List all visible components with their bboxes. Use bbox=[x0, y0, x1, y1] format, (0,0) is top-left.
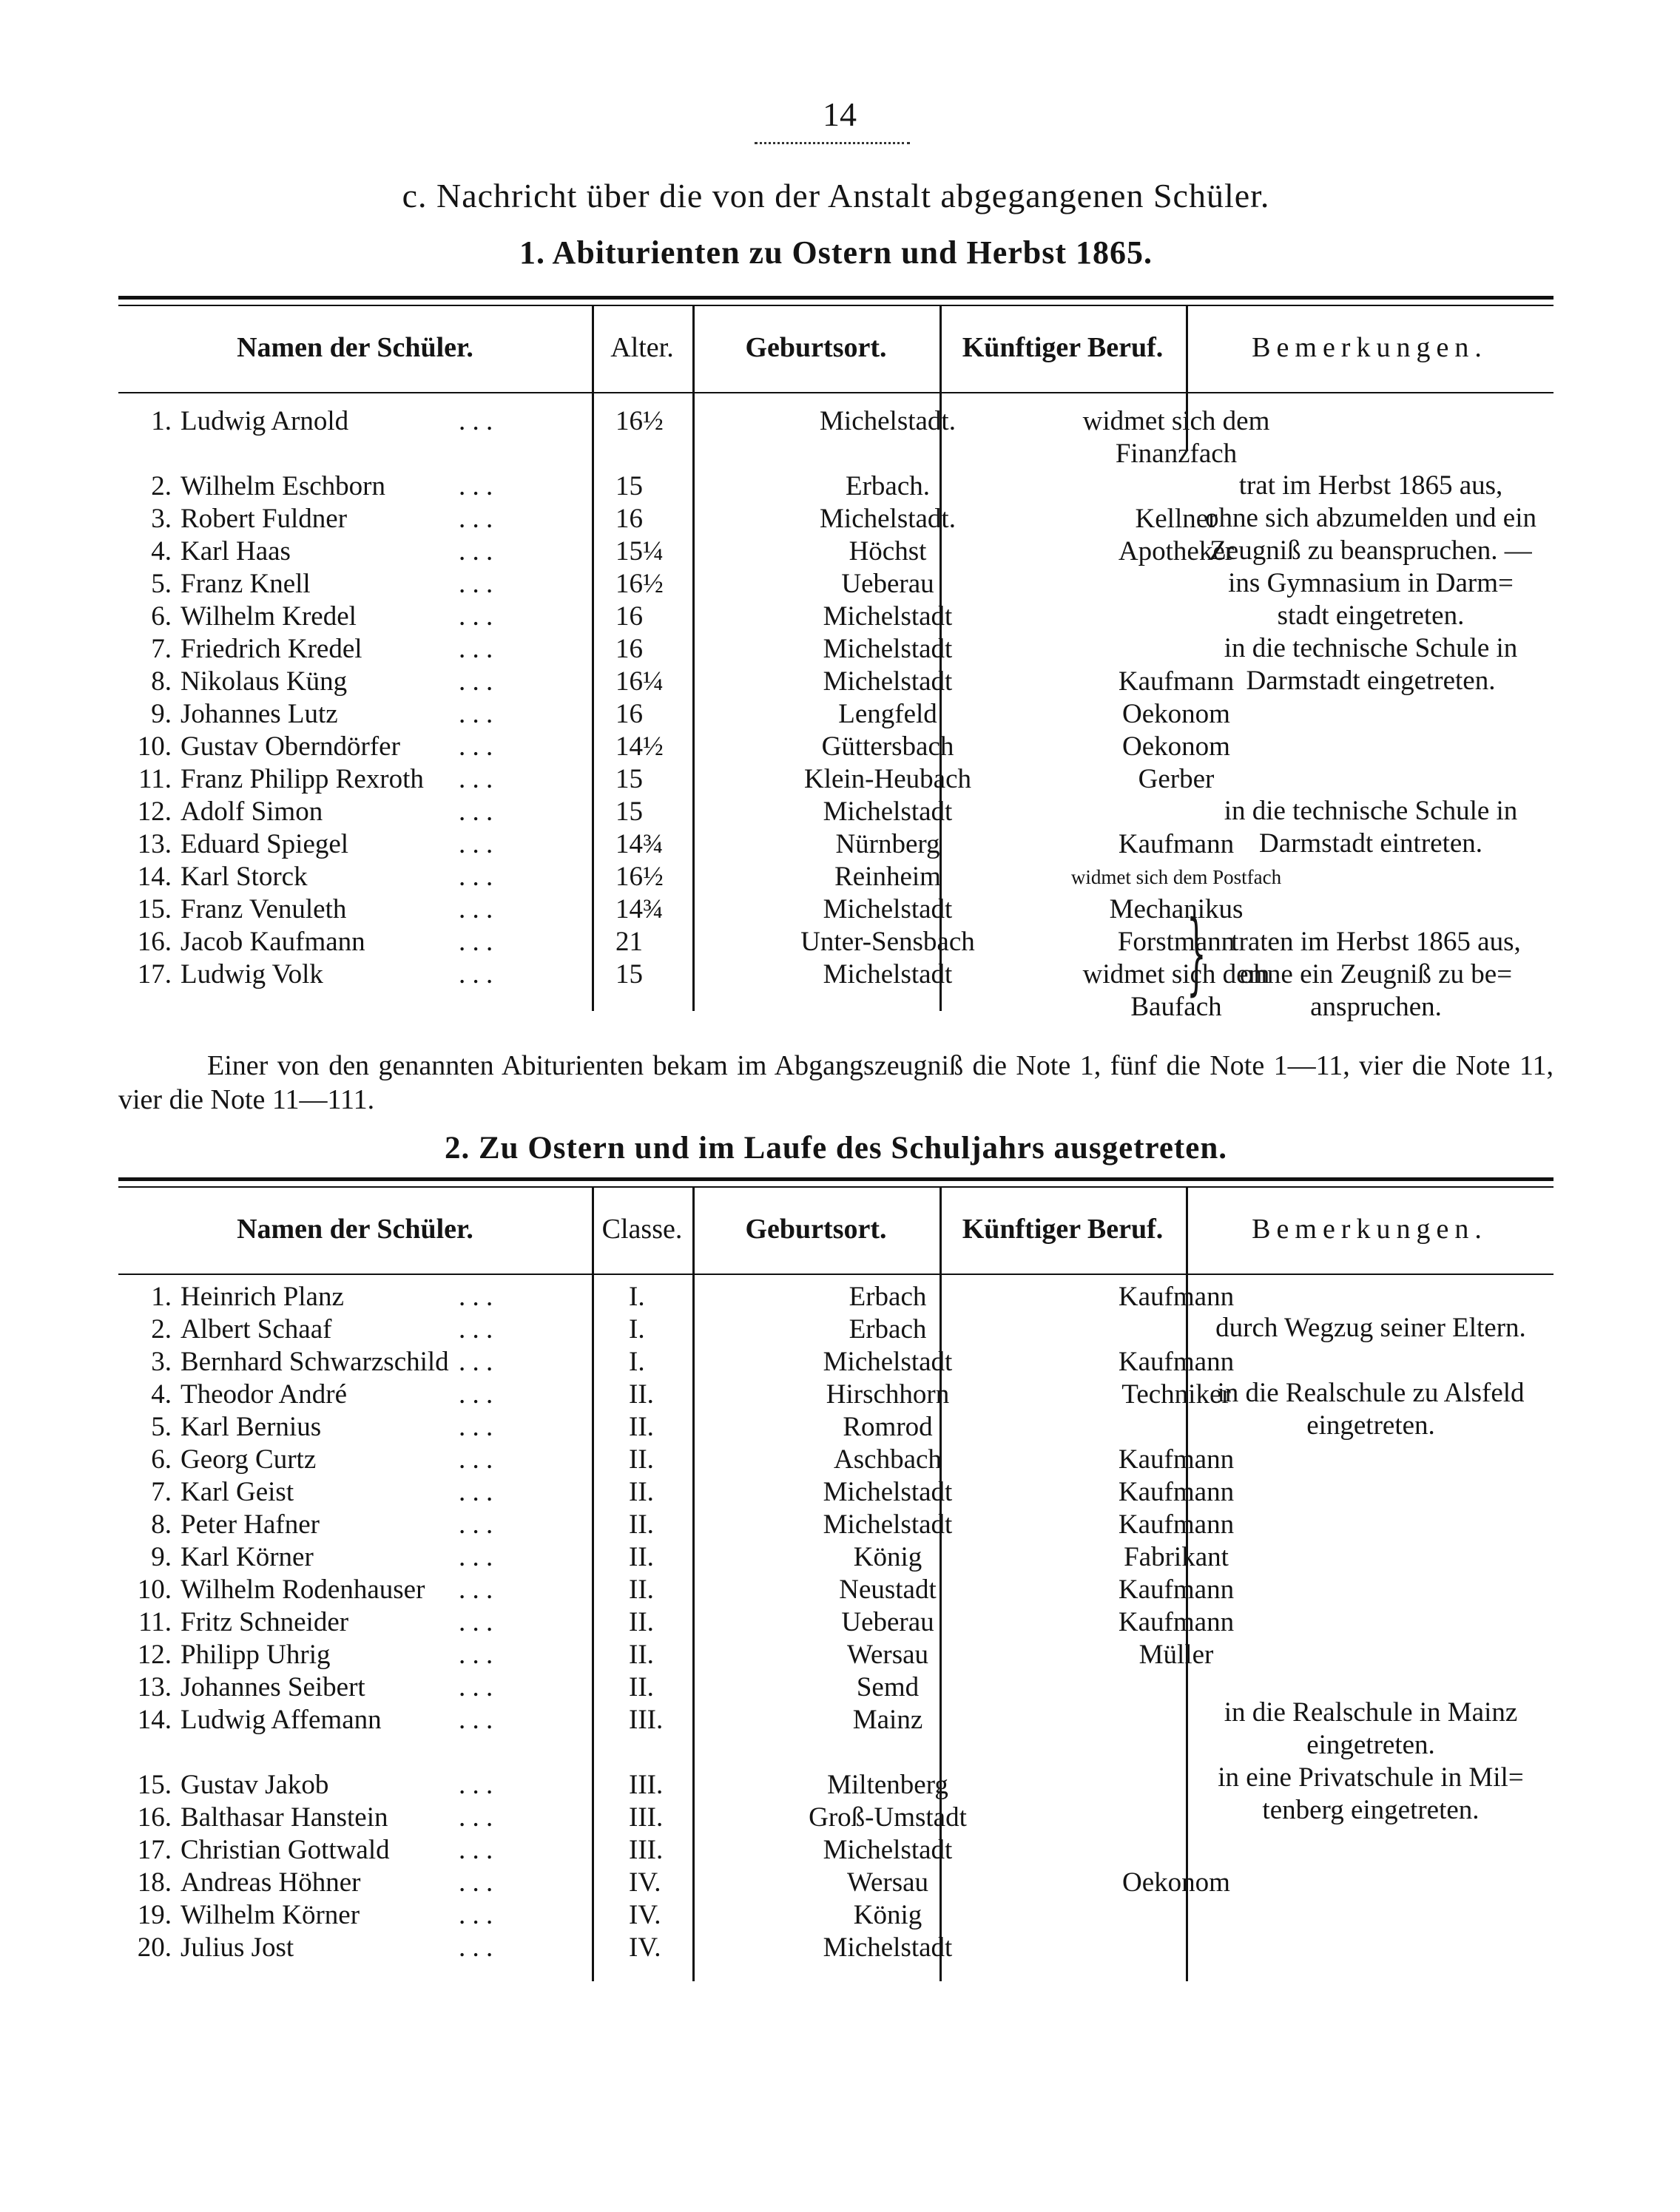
birthplace: Höchst bbox=[849, 536, 927, 566]
profession: Kaufmann bbox=[1118, 1444, 1235, 1475]
row-number: 6. bbox=[151, 1444, 172, 1475]
age: 21 bbox=[615, 927, 643, 957]
student-name: Theodor André bbox=[181, 1379, 348, 1410]
table-row bbox=[118, 1606, 1554, 1639]
table-row bbox=[118, 1834, 1554, 1867]
student-name: Ludwig Arnold bbox=[181, 406, 349, 436]
withdrawn-table bbox=[118, 1177, 1554, 1983]
row-number: 11. bbox=[138, 1607, 172, 1637]
school-class: II. bbox=[629, 1672, 654, 1702]
row-number: 19. bbox=[137, 1900, 172, 1930]
row-number: 13. bbox=[137, 1672, 172, 1702]
header-name: Namen der Schüler. bbox=[237, 332, 473, 363]
birthplace: Michelstadt bbox=[823, 666, 953, 697]
table-row bbox=[118, 1281, 1554, 1313]
birthplace: Reinheim bbox=[834, 862, 941, 892]
row-number: 16. bbox=[137, 1802, 172, 1833]
leader-dots: . . . bbox=[459, 699, 493, 729]
table-top-rule-thin bbox=[118, 1186, 1554, 1188]
row-number: 8. bbox=[151, 1509, 172, 1540]
school-class: II. bbox=[629, 1477, 654, 1507]
age: 14½ bbox=[615, 731, 664, 762]
student-name: Heinrich Planz bbox=[181, 1282, 344, 1312]
row-number: 17. bbox=[137, 1835, 172, 1865]
remark-block-1: trat im Herbst 1865 aus, ohne sich abzumelden und ein Zeugniß zu beanspruchen. — ins Gymnasium in Darm= stadt eingetreten. in die technische Schule in Darmstadt eingetreten. bbox=[1205, 470, 1536, 696]
table-row bbox=[118, 1899, 1554, 1932]
leader-dots: . . . bbox=[459, 504, 493, 534]
row-number: 20. bbox=[137, 1932, 172, 1963]
birthplace: Michelstadt bbox=[823, 601, 953, 632]
table-row bbox=[118, 1346, 1554, 1379]
birthplace: Erbach. bbox=[845, 471, 931, 501]
brace: } bbox=[1187, 902, 1207, 1005]
leader-dots: . . . bbox=[459, 829, 493, 859]
table-row bbox=[118, 893, 1554, 926]
birthplace: Neustadt bbox=[839, 1575, 937, 1605]
student-name: Adolf Simon bbox=[181, 796, 323, 827]
birthplace: Nürnberg bbox=[835, 829, 940, 859]
student-name: Albert Schaaf bbox=[181, 1314, 332, 1345]
table-top-rule bbox=[118, 296, 1554, 300]
student-name: Wilhelm Kredel bbox=[181, 601, 357, 632]
student-name: Balthasar Hanstein bbox=[181, 1802, 388, 1833]
student-name: Robert Fuldner bbox=[181, 504, 348, 534]
row-number: 1. bbox=[151, 406, 172, 436]
student-name: Karl Geist bbox=[181, 1477, 294, 1507]
leader-dots: . . . bbox=[459, 764, 493, 794]
school-class: II. bbox=[629, 1379, 654, 1410]
leader-dots: . . . bbox=[459, 1282, 493, 1312]
header-profession: Künftiger Beruf. bbox=[962, 332, 1164, 363]
birthplace: Miltenberg bbox=[827, 1770, 948, 1800]
header-birthplace: Geburtsort. bbox=[745, 1214, 887, 1245]
leader-dots: . . . bbox=[459, 959, 493, 990]
school-class: III. bbox=[629, 1770, 664, 1800]
age: 15¼ bbox=[615, 536, 664, 566]
row-number: 13. bbox=[137, 829, 172, 859]
student-name: Ludwig Affemann bbox=[181, 1705, 382, 1735]
header-remarks: Bemerkungen. bbox=[1252, 1214, 1488, 1245]
leader-dots: . . . bbox=[459, 1542, 493, 1572]
table-row bbox=[118, 1509, 1554, 1541]
leader-dots: . . . bbox=[459, 666, 493, 697]
school-class: II. bbox=[629, 1412, 654, 1442]
row-number: 12. bbox=[137, 796, 172, 827]
student-name: Christian Gottwald bbox=[181, 1835, 390, 1865]
row-number: 8. bbox=[151, 666, 172, 697]
leader-dots: . . . bbox=[459, 569, 493, 599]
row-number: 10. bbox=[137, 731, 172, 762]
row-number: 3. bbox=[151, 504, 172, 534]
birthplace: Michelstadt bbox=[823, 1347, 953, 1377]
age: 16 bbox=[615, 699, 643, 729]
student-name: Fritz Schneider bbox=[181, 1607, 349, 1637]
remark-block-2: in die Realschule zu Alsfeld eingetreten. bbox=[1217, 1378, 1525, 1441]
leader-dots: . . . bbox=[459, 1379, 493, 1410]
header-name: Namen der Schüler. bbox=[237, 1214, 473, 1245]
table-row bbox=[118, 405, 1554, 438]
remark-block-2: in die technische Schule in Darmstadt eintreten. bbox=[1224, 796, 1518, 859]
header-class: Classe. bbox=[601, 1214, 683, 1245]
table-row bbox=[118, 1639, 1554, 1671]
header-rule bbox=[118, 392, 1554, 393]
student-name: Franz Venuleth bbox=[181, 894, 347, 924]
profession: Oekonom bbox=[1122, 699, 1230, 729]
leader-dots: . . . bbox=[459, 471, 493, 501]
summary-paragraph: Einer von den genannten Abiturienten bekam im Abgangszeugniß die Note 1, fünf die Note 1—11, vier die Note 11, vier die Note 11—111. bbox=[118, 1050, 1554, 1115]
age: 15 bbox=[615, 796, 643, 827]
row-number: 4. bbox=[151, 536, 172, 566]
birthplace: Wersau bbox=[846, 1867, 929, 1898]
birthplace: Erbach bbox=[849, 1282, 927, 1312]
birthplace: Unter-Sensbach bbox=[800, 927, 975, 957]
table-row bbox=[118, 1932, 1554, 1964]
student-name: Karl Bernius bbox=[181, 1412, 322, 1442]
profession: widmet sich dem Postfach bbox=[1070, 866, 1282, 888]
birthplace: Aschbach bbox=[834, 1444, 942, 1475]
profession-continued: Finanzfach bbox=[1115, 439, 1238, 469]
table-row bbox=[118, 1867, 1554, 1899]
leader-dots: . . . bbox=[459, 1640, 493, 1670]
table-row bbox=[118, 1541, 1554, 1574]
school-class: III. bbox=[629, 1802, 664, 1833]
remark-block-1: durch Wegzug seiner Eltern. bbox=[1215, 1313, 1526, 1343]
profession: Oekonom bbox=[1122, 731, 1230, 762]
remark-block-3: in die Realschule in Mainz eingetreten. bbox=[1224, 1697, 1518, 1760]
table-top-rule-thin bbox=[118, 305, 1554, 306]
leader-dots: . . . bbox=[459, 634, 493, 664]
row-number: 18. bbox=[137, 1867, 172, 1898]
age: 16 bbox=[615, 601, 643, 632]
student-name: Johannes Lutz bbox=[181, 699, 338, 729]
row-number: 15. bbox=[137, 894, 172, 924]
abiturienten-table bbox=[118, 296, 1554, 1021]
leader-dots: . . . bbox=[459, 601, 493, 632]
section2-title: 2. Zu Ostern und im Laufe des Schuljahrs ausgetreten. bbox=[444, 1131, 1228, 1166]
birthplace: Erbach bbox=[849, 1314, 927, 1345]
profession: Kaufmann bbox=[1118, 1347, 1235, 1377]
birthplace: Michelstadt bbox=[823, 1835, 953, 1865]
birthplace: Klein-Heubach bbox=[803, 764, 971, 794]
school-class: II. bbox=[629, 1444, 654, 1475]
age: 15 bbox=[615, 764, 643, 794]
age: 14¾ bbox=[615, 894, 664, 924]
page-number: 14 bbox=[823, 95, 857, 133]
student-name: Philipp Uhrig bbox=[181, 1640, 331, 1670]
table-row bbox=[118, 1574, 1554, 1606]
page-number-ornament bbox=[755, 138, 910, 144]
birthplace: Michelstadt bbox=[823, 1932, 953, 1963]
profession: Kaufmann bbox=[1118, 1509, 1235, 1540]
birthplace: Michelstadt. bbox=[820, 504, 956, 534]
profession: Mechanikus bbox=[1109, 894, 1244, 924]
student-name: Georg Curtz bbox=[181, 1444, 317, 1475]
row-number: 12. bbox=[137, 1640, 172, 1670]
student-name: Peter Hafner bbox=[181, 1509, 320, 1540]
profession: widmet sich dem bbox=[1082, 959, 1270, 990]
student-name: Karl Körner bbox=[181, 1542, 314, 1572]
age: 16½ bbox=[615, 862, 664, 892]
leader-dots: . . . bbox=[459, 1575, 493, 1605]
birthplace: Wersau bbox=[846, 1640, 929, 1670]
table-row bbox=[118, 861, 1554, 893]
row-number: 10. bbox=[137, 1575, 172, 1605]
profession: Kaufmann bbox=[1118, 1607, 1235, 1637]
section1-title: 1. Abiturienten zu Ostern und Herbst 1865. bbox=[519, 234, 1153, 271]
birthplace: König bbox=[853, 1542, 922, 1572]
row-number: 1. bbox=[151, 1282, 172, 1312]
student-name: Johannes Seibert bbox=[181, 1672, 365, 1702]
age: 16¼ bbox=[615, 666, 664, 697]
school-class: III. bbox=[629, 1705, 664, 1735]
leader-dots: . . . bbox=[459, 1672, 493, 1702]
student-name: Bernhard Schwarzschild bbox=[181, 1347, 449, 1377]
row-number: 9. bbox=[151, 699, 172, 729]
table-row bbox=[118, 763, 1554, 796]
student-name: Jacob Kaufmann bbox=[181, 927, 365, 957]
student-name: Ludwig Volk bbox=[181, 959, 323, 990]
leader-dots: . . . bbox=[459, 1835, 493, 1865]
birthplace: Ueberau bbox=[841, 1607, 934, 1637]
row-number: 11. bbox=[138, 764, 172, 794]
school-class: II. bbox=[629, 1575, 654, 1605]
age: 14¾ bbox=[615, 829, 664, 859]
row-number: 2. bbox=[151, 471, 172, 501]
leader-dots: . . . bbox=[459, 536, 493, 566]
leader-dots: . . . bbox=[459, 1314, 493, 1345]
school-class: II. bbox=[629, 1607, 654, 1637]
school-class: II. bbox=[629, 1542, 654, 1572]
profession: Kaufmann bbox=[1118, 1282, 1235, 1312]
student-name: Nikolaus Küng bbox=[181, 666, 348, 697]
birthplace: Hirschhorn bbox=[826, 1379, 950, 1410]
student-name: Wilhelm Rodenhauser bbox=[181, 1575, 425, 1605]
leader-dots: . . . bbox=[459, 1477, 493, 1507]
row-number: 6. bbox=[151, 601, 172, 632]
age: 16½ bbox=[615, 406, 664, 436]
row-number: 7. bbox=[151, 634, 172, 664]
profession: Oekonom bbox=[1122, 1867, 1230, 1898]
birthplace: Michelstadt bbox=[823, 1509, 953, 1540]
row-number: 3. bbox=[151, 1347, 172, 1377]
age: 15 bbox=[615, 471, 643, 501]
row-number: 5. bbox=[151, 569, 172, 599]
row-number: 4. bbox=[151, 1379, 172, 1410]
profession: Müller bbox=[1138, 1640, 1214, 1670]
student-name: Gustav Jakob bbox=[181, 1770, 329, 1800]
header-age: Alter. bbox=[610, 332, 674, 363]
leader-dots: . . . bbox=[459, 1900, 493, 1930]
remark-block-3: traten im Herbst 1865 aus, ohne ein Zeugniß zu be= anspruchen. bbox=[1231, 927, 1521, 1022]
birthplace: Michelstadt bbox=[823, 959, 953, 990]
age: 16 bbox=[615, 634, 643, 664]
header-profession: Künftiger Beruf. bbox=[962, 1214, 1164, 1245]
school-class: IV. bbox=[629, 1900, 661, 1930]
school-class: IV. bbox=[629, 1867, 661, 1898]
remark-block-4: in eine Privatschule in Mil= tenberg eingetreten. bbox=[1218, 1762, 1524, 1825]
row-number: 17. bbox=[137, 959, 172, 990]
school-class: III. bbox=[629, 1835, 664, 1865]
birthplace: Lengfeld bbox=[838, 699, 937, 729]
age: 16 bbox=[615, 504, 643, 534]
row-number: 14. bbox=[137, 862, 172, 892]
student-name: Karl Storck bbox=[181, 862, 308, 892]
table-row bbox=[118, 1476, 1554, 1509]
profession: Kaufmann bbox=[1118, 666, 1235, 697]
profession: Techniker bbox=[1121, 1379, 1231, 1410]
student-name: Wilhelm Körner bbox=[181, 1900, 360, 1930]
header-rule bbox=[118, 1274, 1554, 1275]
profession: Gerber bbox=[1138, 764, 1215, 794]
birthplace: Michelstadt bbox=[823, 1477, 953, 1507]
school-class: IV. bbox=[629, 1932, 661, 1963]
student-name: Franz Philipp Rexroth bbox=[181, 764, 424, 794]
profession-continued: Baufach bbox=[1130, 992, 1222, 1022]
row-number: 15. bbox=[137, 1770, 172, 1800]
table-row bbox=[118, 698, 1554, 731]
profession: widmet sich dem bbox=[1082, 406, 1270, 436]
student-name: Karl Haas bbox=[181, 536, 291, 566]
leader-dots: . . . bbox=[459, 1770, 493, 1800]
birthplace: Ueberau bbox=[841, 569, 934, 599]
student-name: Franz Knell bbox=[181, 569, 311, 599]
student-name: Friedrich Kredel bbox=[181, 634, 362, 664]
birthplace: Güttersbach bbox=[821, 731, 954, 762]
row-number: 16. bbox=[137, 927, 172, 957]
birthplace: Semd bbox=[856, 1672, 920, 1702]
profession: Kellner bbox=[1135, 504, 1218, 534]
row-number: 9. bbox=[151, 1542, 172, 1572]
birthplace: Michelstadt. bbox=[820, 406, 956, 436]
student-name: Wilhelm Eschborn bbox=[181, 471, 385, 501]
profession: Kaufmann bbox=[1118, 829, 1235, 859]
age: 15 bbox=[615, 959, 643, 990]
birthplace: Groß-Umstadt bbox=[809, 1802, 967, 1833]
birthplace: König bbox=[853, 1900, 922, 1930]
leader-dots: . . . bbox=[459, 862, 493, 892]
profession: Kaufmann bbox=[1118, 1477, 1235, 1507]
table-top-rule bbox=[118, 1177, 1554, 1181]
school-class: II. bbox=[629, 1509, 654, 1540]
leader-dots: . . . bbox=[459, 1705, 493, 1735]
leader-dots: . . . bbox=[459, 1412, 493, 1442]
leader-dots: . . . bbox=[459, 1932, 493, 1963]
student-name: Julius Jost bbox=[181, 1932, 294, 1963]
leader-dots: . . . bbox=[459, 927, 493, 957]
table-row bbox=[118, 1444, 1554, 1476]
table-row bbox=[118, 731, 1554, 763]
student-name: Andreas Höhner bbox=[181, 1867, 361, 1898]
school-class: I. bbox=[629, 1314, 645, 1345]
page-heading: c. Nachricht über die von der Anstalt abgegangenen Schüler. bbox=[402, 177, 1270, 214]
student-name: Gustav Oberndörfer bbox=[181, 731, 400, 762]
school-class: I. bbox=[629, 1282, 645, 1312]
row-number: 5. bbox=[151, 1412, 172, 1442]
row-number: 2. bbox=[151, 1314, 172, 1345]
row-number: 14. bbox=[137, 1705, 172, 1735]
leader-dots: . . . bbox=[459, 1802, 493, 1833]
row-number: 7. bbox=[151, 1477, 172, 1507]
age: 16½ bbox=[615, 569, 664, 599]
profession: Apotheker bbox=[1118, 536, 1235, 566]
leader-dots: . . . bbox=[459, 731, 493, 762]
birthplace: Michelstadt bbox=[823, 796, 953, 827]
header-birthplace: Geburtsort. bbox=[745, 332, 887, 363]
leader-dots: . . . bbox=[459, 1444, 493, 1475]
profession: Forstmann bbox=[1117, 927, 1235, 957]
header-remarks: Bemerkungen. bbox=[1252, 332, 1488, 363]
leader-dots: . . . bbox=[459, 1347, 493, 1377]
leader-dots: . . . bbox=[459, 1607, 493, 1637]
birthplace: Michelstadt bbox=[823, 634, 953, 664]
profession: Fabrikant bbox=[1124, 1542, 1229, 1572]
leader-dots: . . . bbox=[459, 1867, 493, 1898]
school-class: II. bbox=[629, 1640, 654, 1670]
profession: Kaufmann bbox=[1118, 1575, 1235, 1605]
birthplace: Michelstadt bbox=[823, 894, 953, 924]
birthplace: Mainz bbox=[852, 1705, 923, 1735]
table-row-continuation bbox=[118, 438, 1554, 470]
birthplace: Romrod bbox=[843, 1412, 933, 1442]
leader-dots: . . . bbox=[459, 796, 493, 827]
leader-dots: . . . bbox=[459, 894, 493, 924]
student-name: Eduard Spiegel bbox=[181, 829, 349, 859]
school-class: I. bbox=[629, 1347, 645, 1377]
leader-dots: . . . bbox=[459, 406, 493, 436]
leader-dots: . . . bbox=[459, 1509, 493, 1540]
